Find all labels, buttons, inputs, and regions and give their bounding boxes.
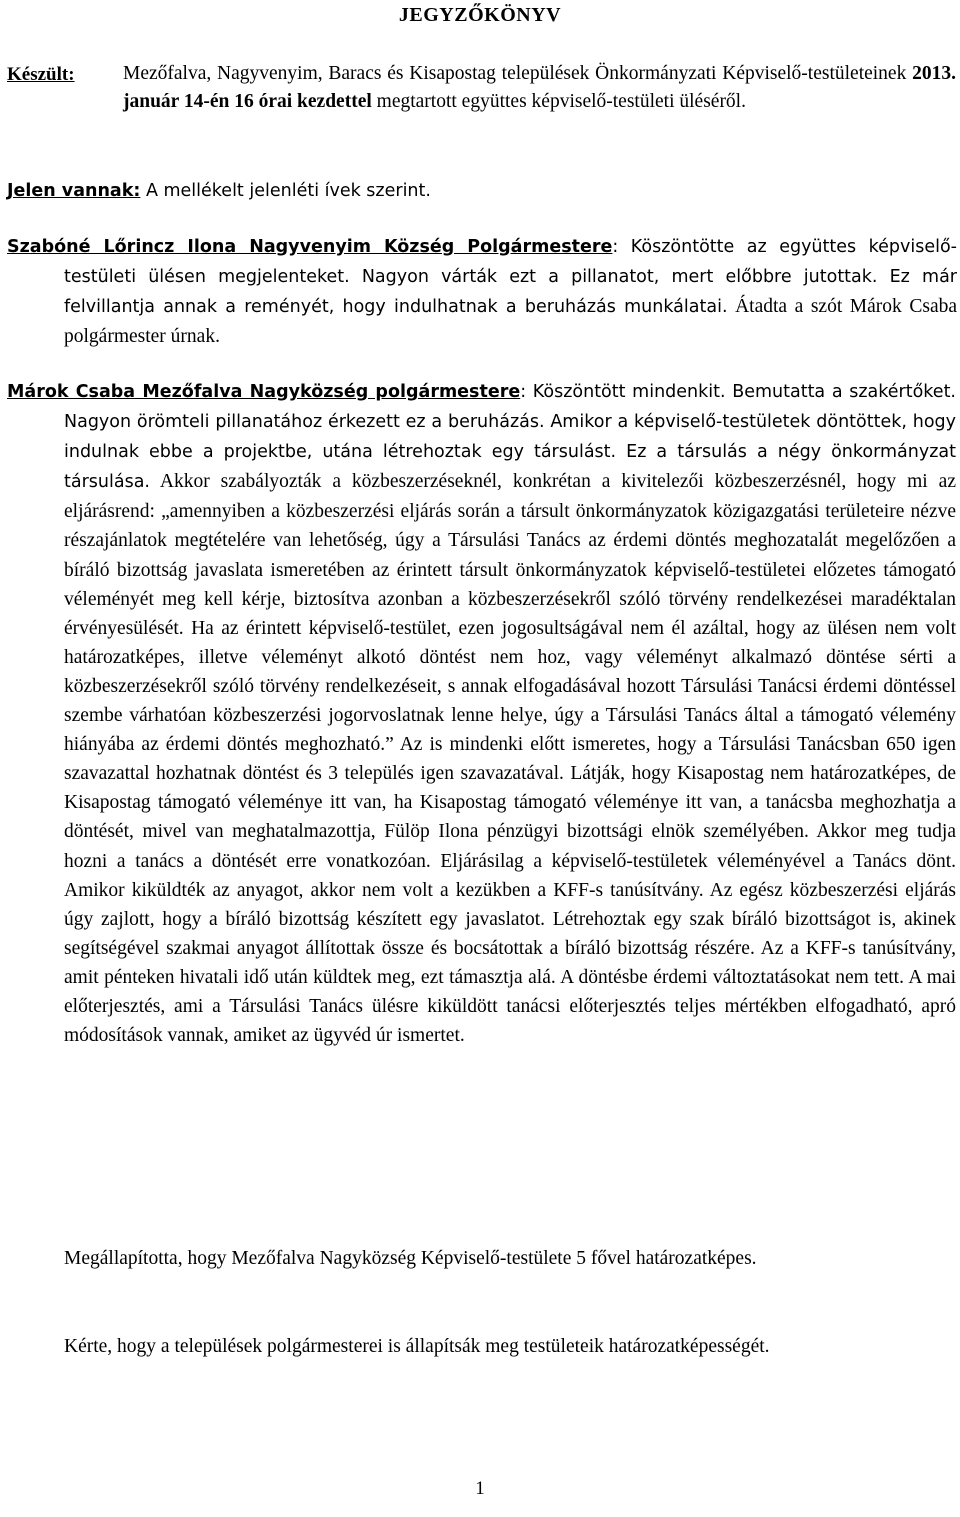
- szabone-text: Köszöntötte az együttes képviselő-testületi ülésen megjelenteket. Nagyon várták ezt a pillanatot, mert előbbre jutottak. Ez már felvillantja annak a reményét, hogy indulhatnak a beruházás munkálatai.: [64, 237, 958, 317]
- megallapitotta-paragraph: Megállapította, hogy Mezőfalva Nagyközség Képviselő-testülete 5 fővel határozatképes.: [64, 1248, 757, 1269]
- szabone-colon: :: [612, 237, 619, 257]
- jelen-paragraph: [7, 176, 957, 206]
- marok-text-sans: Köszöntött mindenkit. Bemutatta a szakértőket. Nagyon örömteli pillanatához érkezett ez a beruházás. Amikor a képviselő-testületek döntöttek, hogy indulnak ebbe a projektbe, utána létrehoztak egy társulást. Ez a társulás a négy önkormányzat társulása.: [64, 382, 956, 493]
- keszult-text-a: Mezőfalva, Nagyvenyim, Baracs és Kisapostag települések Önkormányzati Képviselő-testületeinek: [123, 63, 913, 84]
- page-number: 1: [475, 1478, 485, 1499]
- marok-text-serif: Akkor szabályozták a közbeszerzéseknél, konkrétan a kivitelezői közbeszerzésnél, hogy mi az eljárásrend: „amennyiben a közbeszerzési eljárás során a társult önkormányzatok közigazgatási területeire nézve részajánlatok megtételére van lehetőség, úgy a Társulási Tanács az érdemi döntés meghozatalát megelőzően a bíráló bizottság javaslata ismeretében az érintett társult önkormányzatok képviselő-testületei előzetes támogató véleményét meg kell kérje, biztosítva azonban a közbeszerzésekről szóló törvény rendelkezései maradéktalan érvényesülését. Ha az érintett képviselő-testület, ezen jogosultságával nem él azáltal, hogy az ülésen nem volt határozatképes, illetve véleményt alkotó döntést nem hoz, vagy véleményt alkalmazó döntése sérti a közbeszerzésekről szóló törvény rendelkezéseit, s annak elfogadásával hozott Társulási Tanácsi érdemi döntéssel szembe várhatóan közbeszerzési jogorvoslatnak lenne helye, úgy a Társulási Tanács által a támogató vélemény hiányába az érdemi döntés meghozható.” Az is mindenki előtt ismeretes, hogy a Társulási Tanácsban 650 igen szavazattal hozhatnak döntést és 3 település igen szavazatával. Látják, hogy Kisapostag nem határozatképes, de Kisapostag támogató véleménye itt van, ha Kisapostag támogató véleménye itt van, a tanácsba meghozhatja a döntését, mivel van meghatalmazottja, Fülöp Ilona pénzügyi bizottsági elnök személyében. Akkor meg tudja hozni a tanács a döntését erre vonatkozóan. Eljárásilag a képviselő-testületek véleményével a Tanács dönt. Amikor kiküldték az anyagot, akkor nem volt a kezükben a KFF-s tanúsítvány. Az egész közbeszerzési eljárás úgy zajlott, hogy a bíráló bizottság készített egy javaslatot. Létrehoztak egy szak bíráló bizottságot is, akinek segítségével szakmai anyagot állítottak össze és bocsátottak a bíráló bizottság részére. Az a KFF-s tanúsítvány, amit pénteken hivatali idő után küldtek meg, ezt támasztja alá. A döntésbe érdemi változtatásokat nem tett. A mai előterjesztés, ami a Társulási Tanács ülésre kiküldött tanácsi előterjesztés teljes mértékben elfogadható, apró módosítások vannak, amiket az ügyvéd úr ismertet.: [64, 471, 956, 1047]
- szabone-paragraph: [7, 232, 957, 351]
- keszult-label: Készült:: [7, 64, 75, 85]
- szabone-speaker: Szabóné Lőrincz Ilona Nagyvenyim Község Polgármestere: [7, 237, 613, 257]
- keszult-text: [123, 60, 956, 116]
- jelen-text: A mellékelt jelenléti ívek szerint.: [140, 181, 431, 201]
- kerte-paragraph: Kérte, hogy a települések polgármesterei is állapítsák meg testületeik határozatképességét.: [64, 1336, 770, 1357]
- marok-body: [7, 377, 956, 1050]
- jelen-label: Jelen vannak:: [7, 181, 141, 201]
- keszult-date: 2013. január 14-én 16 órai kezdettel: [123, 63, 956, 112]
- keszult-text-b: megtartott együttes képviselő-testületi üléséről.: [371, 91, 746, 112]
- marok-speaker: Márok Csaba Mezőfalva Nagyközség polgármestere: [7, 382, 521, 402]
- marok-paragraph: [7, 377, 956, 1050]
- szabone-body: [7, 232, 957, 351]
- document-title: JEGYZŐKÖNYV: [398, 4, 562, 26]
- szabone-text-serif: Átadta a szót Márok Csaba polgármester úrnak.: [64, 296, 958, 347]
- marok-colon: :: [520, 382, 527, 402]
